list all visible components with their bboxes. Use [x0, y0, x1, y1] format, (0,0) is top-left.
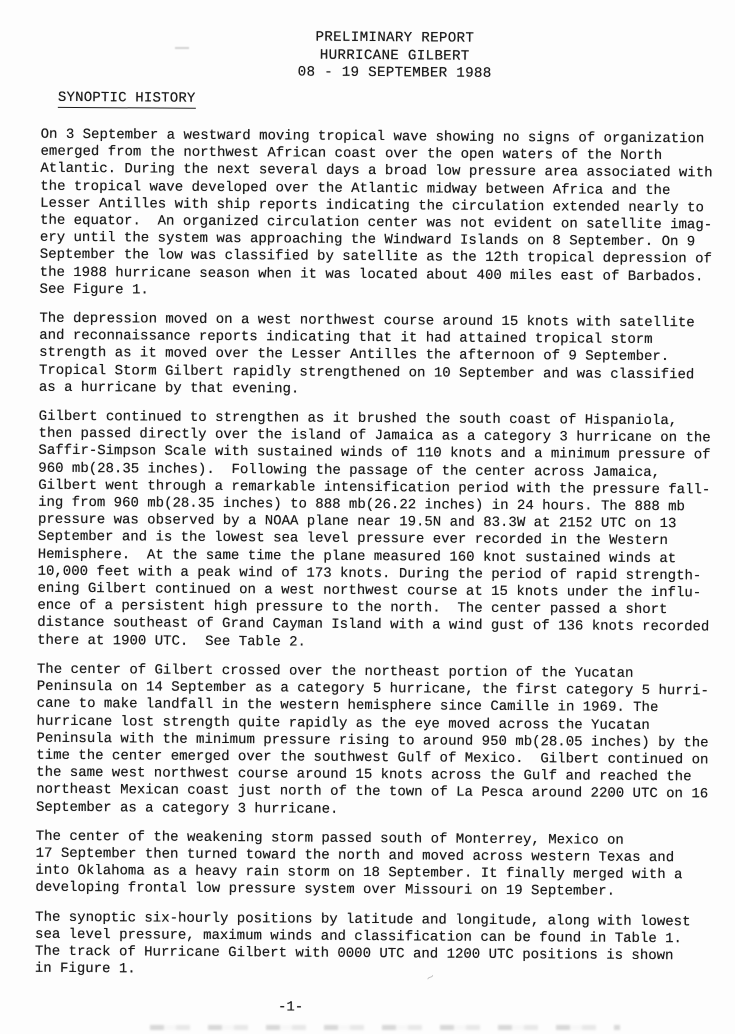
scan-artifact-bottom-band [150, 1025, 620, 1030]
report-title-line-2: HURRICANE GILBERT [319, 47, 470, 65]
report-title-block [27, 28, 735, 86]
page-number: -1- [277, 999, 304, 1016]
scan-artifact-top-dash [175, 47, 189, 49]
report-title-line-1: PRELIMINARY REPORT [315, 29, 475, 47]
paragraph-5: The center of the weakening storm passed south of Monterrey, Mexico on 17 September then turned toward the north and moved across western Texas and into Oklahoma as a heavy rain storm on 18 September. It finally merged with a developing frontal low pressure system over Missouri on 19 September. [35, 828, 683, 901]
report-title-line-3: 08 - 19 SEPTEMBER 1988 [297, 64, 492, 82]
paragraph-3: Gilbert continued to strengthen as it brushed the south coast of Hispaniola, then passed directly over the island of Jamaica as a category 3 hurricane on the Saffir-Simpson Scale with sustained winds of 110 knots and a minimum pressure of 960 mb(28.35 inches). Following the passage of the center across Jamaica, Gilbert went through a remarkable intensification period with the pressure fall- ing from 960 mb(28.35 inches) to 888 mb(26.22 inches) in 24 hours. The 888 mb pressure was observed by a NOAA plane near 19.5N and 83.3W at 2152 UTC on 13 September and is the lowest sea level pressure ever recorded in the Western Hemisphere. At the same time the plane measured 160 knot sustained winds at 10,000 feet with a peak wind of 173 knots. During the period of rapid strength- ening Gilbert continued on a west northwest course at 15 knots under the influ- ence of a persistent high pressure to the north. The center passed a short distance southeast of Grand Cayman Island with a wind gust of 136 knots recorded there at 1900 UTC. See Table 2. [37, 408, 711, 651]
paragraph-1: On 3 September a westward moving tropical wave showing no signs of organization emerged from the northwest African coast over the open waters of the North Atlantic. During the next several days a broad low pressure area associated with the tropical wave developed over the Atlantic midway between Africa and the Lesser Antilles with ship reports indicating the circulation extended nearly to the equator. An organized circulation center was not evident on satellite imag- ery until the system was approaching the Windward Islands on 8 September. On 9 September the low was classified by satellite as the 12th tropical depression of the 1988 hurricane season when it was located about 400 miles east of Barbados. See Figure 1. [39, 126, 713, 299]
paragraph-6: The synoptic six-hourly positions by latitude and longitude, along with lowest sea level pressure, maximum winds and classification can be found in Table 1. The track of Hurricane Gilbert with 0000 UTC and 1200 UTC positions is shown in Figure 1. [34, 909, 691, 978]
paragraph-4: The center of Gilbert crossed over the northeast portion of the Yucatan Peninsula on 14 September as a category 5 hurricane, the first category 5 hurri- cane to make landfall in the western hemisphere since Camille in 1969. The hurricane lost strength quite rapidly as the eye moved across the Yucatan Peninsula with the minimum pressure rising to around 950 mb(28.05 inches) by the time the center emerged over the southwest Gulf of Mexico. Gilbert continued on the same west northwest course around 15 knots across the Gulf and reached the northeast Mexican coast just north of the town of La Pesca around 2200 UTC on 16 September as a category 3 hurricane. [35, 661, 709, 818]
scan-artifact-squiggle: ~ [423, 969, 439, 987]
report-body [35, 127, 731, 995]
section-heading-synoptic-history: SYNOPTIC HISTORY [57, 89, 196, 107]
paragraph-2: The depression moved on a west northwest course around 15 knots with satellite and reconnaissance reports indicating that it had attained tropical storm strength as it moved over the Lesser Antilles the afternoon of 9 September. Tropical Storm Gilbert rapidly strengthened on 10 September and was classified as a hurricane by that evening. [38, 310, 695, 398]
